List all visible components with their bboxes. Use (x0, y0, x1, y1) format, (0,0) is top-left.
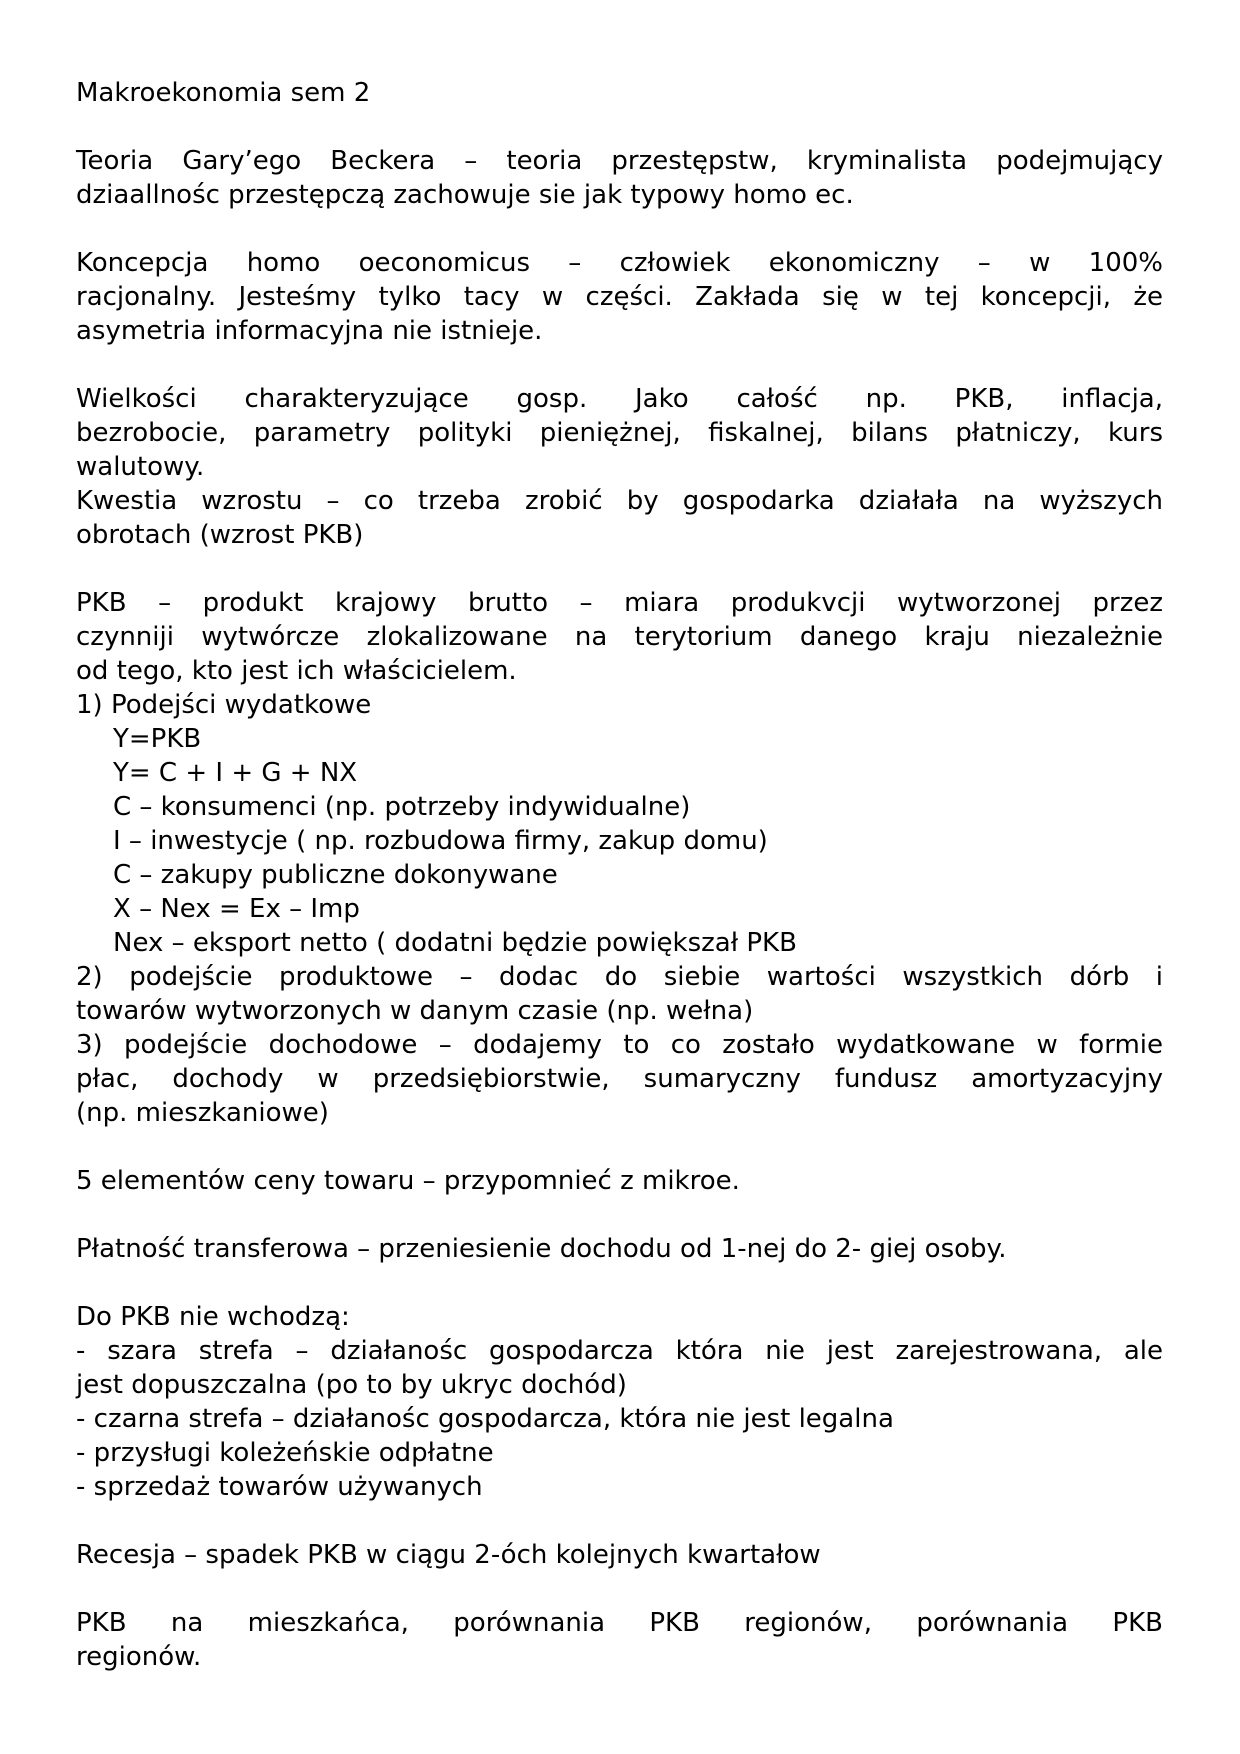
list-item: - czarna strefa – działanośc gospodarcza, która nie jest legalna (76, 1404, 894, 1434)
spacer (76, 212, 1163, 246)
spacer (76, 1504, 1163, 1538)
paragraph-line: 5 elementów ceny towaru – przypomnieć z mikroe. (76, 1166, 740, 1196)
paragraph-line: racjonalny. Jesteśmy tylko tacy w części. Zakłada się w tej koncepcji, że (76, 282, 1163, 312)
paragraph-line: walutowy. (76, 452, 205, 482)
paragraph-line: towarów wytworzonych w danym czasie (np. wełna) (76, 996, 754, 1026)
paragraph-line: 3) podejście dochodowe – dodajemy to co zostało wydatkowane w formie (76, 1030, 1163, 1060)
list-item: jest dopuszczalna (po to by ukryc dochód) (76, 1370, 627, 1400)
paragraph-line: Koncepcja homo oeconomicus – człowiek ekonomiczny – w 100% (76, 248, 1163, 278)
spacer (76, 348, 1163, 382)
paragraph-line: od tego, kto jest ich właścicielem. (76, 656, 517, 686)
paragraph-line: Teoria Gary’ego Beckera – teoria przestępstw, kryminalista podejmujący (76, 146, 1163, 176)
spacer (76, 552, 1163, 586)
paragraph-line: czynniji wytwórcze zlokalizowane na terytorium danego kraju niezależnie (76, 622, 1163, 652)
list-item: - szara strefa – działanośc gospodarcza która nie jest zarejestrowana, ale (76, 1336, 1163, 1366)
spacer (76, 1130, 1163, 1164)
list-item: Y= C + I + G + NX (113, 758, 358, 788)
paragraph-line: Kwestia wzrostu – co trzeba zrobić by gospodarka działała na wyższych (76, 486, 1163, 516)
paragraph-line: bezrobocie, parametry polityki pieniężnej, fiskalnej, bilans płatniczy, kurs (76, 418, 1163, 448)
spacer (76, 1198, 1163, 1232)
paragraph-line: 2) podejście produktowe – dodac do siebie wartości wszystkich dórb i (76, 962, 1163, 992)
paragraph-line: PKB – produkt krajowy brutto – miara produkvcji wytworzonej przez (76, 588, 1163, 618)
list-item: X – Nex = Ex – Imp (113, 894, 360, 924)
approach-1-heading: 1) Podejści wydatkowe (76, 690, 372, 720)
paragraph-line: dziaallnośc przestępczą zachowuje sie jak typowy homo ec. (76, 180, 854, 210)
not-in-pkb-section (76, 1300, 1163, 1504)
paragraph-line: PKB na mieszkańca, porównania PKB regionów, porównania PKB (76, 1608, 1163, 1638)
approach-2-paragraph (76, 960, 1163, 1028)
spacer (76, 1266, 1163, 1300)
list-item: Y=PKB (113, 724, 202, 754)
list-item: C – zakupy publiczne dokonywane (113, 860, 558, 890)
approach-1-list (76, 722, 1163, 960)
paragraph-line: Wielkości charakteryzujące gosp. Jako całość np. PKB, inflacja, (76, 384, 1163, 414)
wielkosci-paragraph (76, 382, 1163, 484)
spacer (76, 1572, 1163, 1606)
list-item: I – inwestycje ( np. rozbudowa firmy, zakup domu) (113, 826, 768, 856)
per-capita-paragraph (76, 1606, 1163, 1674)
list-item: Nex – eksport netto ( dodatni będzie powiększał PKB (113, 928, 797, 958)
paragraph-line: Płatność transferowa – przeniesienie dochodu od 1-nej do 2- giej osoby. (76, 1234, 1007, 1264)
paragraph-line: asymetria informacyjna nie istnieje. (76, 316, 543, 346)
paragraph-line: regionów. (76, 1642, 202, 1672)
paragraph-line: obrotach (wzrost PKB) (76, 520, 364, 550)
paragraph-line: (np. mieszkaniowe) (76, 1098, 329, 1128)
recession-paragraph (76, 1538, 1163, 1572)
approach-3-paragraph (76, 1028, 1163, 1130)
list-item: - przysługi koleżeńskie odpłatne (76, 1438, 494, 1468)
document-title (76, 76, 1163, 110)
price-elements-paragraph (76, 1164, 1163, 1198)
spacer (76, 110, 1163, 144)
paragraph-line: Recesja – spadek PKB w ciągu 2-óch kolejnych kwartałow (76, 1540, 821, 1570)
transfer-paragraph (76, 1232, 1163, 1266)
paragraph-line: płac, dochody w przedsiębiorstwie, sumaryczny fundusz amortyzacyjny (76, 1064, 1163, 1094)
kwestia-paragraph (76, 484, 1163, 552)
pkb-definition-paragraph (76, 586, 1163, 688)
homo-oeconomicus-paragraph (76, 246, 1163, 348)
list-item: - sprzedaż towarów używanych (76, 1472, 483, 1502)
title-text: Makroekonomia sem 2 (76, 78, 371, 108)
not-in-pkb-heading: Do PKB nie wchodzą: (76, 1302, 350, 1332)
document-page (76, 76, 1163, 1674)
becker-paragraph (76, 144, 1163, 212)
approach-1-section (76, 688, 1163, 960)
list-item: C – konsumenci (np. potrzeby indywidualne) (113, 792, 691, 822)
